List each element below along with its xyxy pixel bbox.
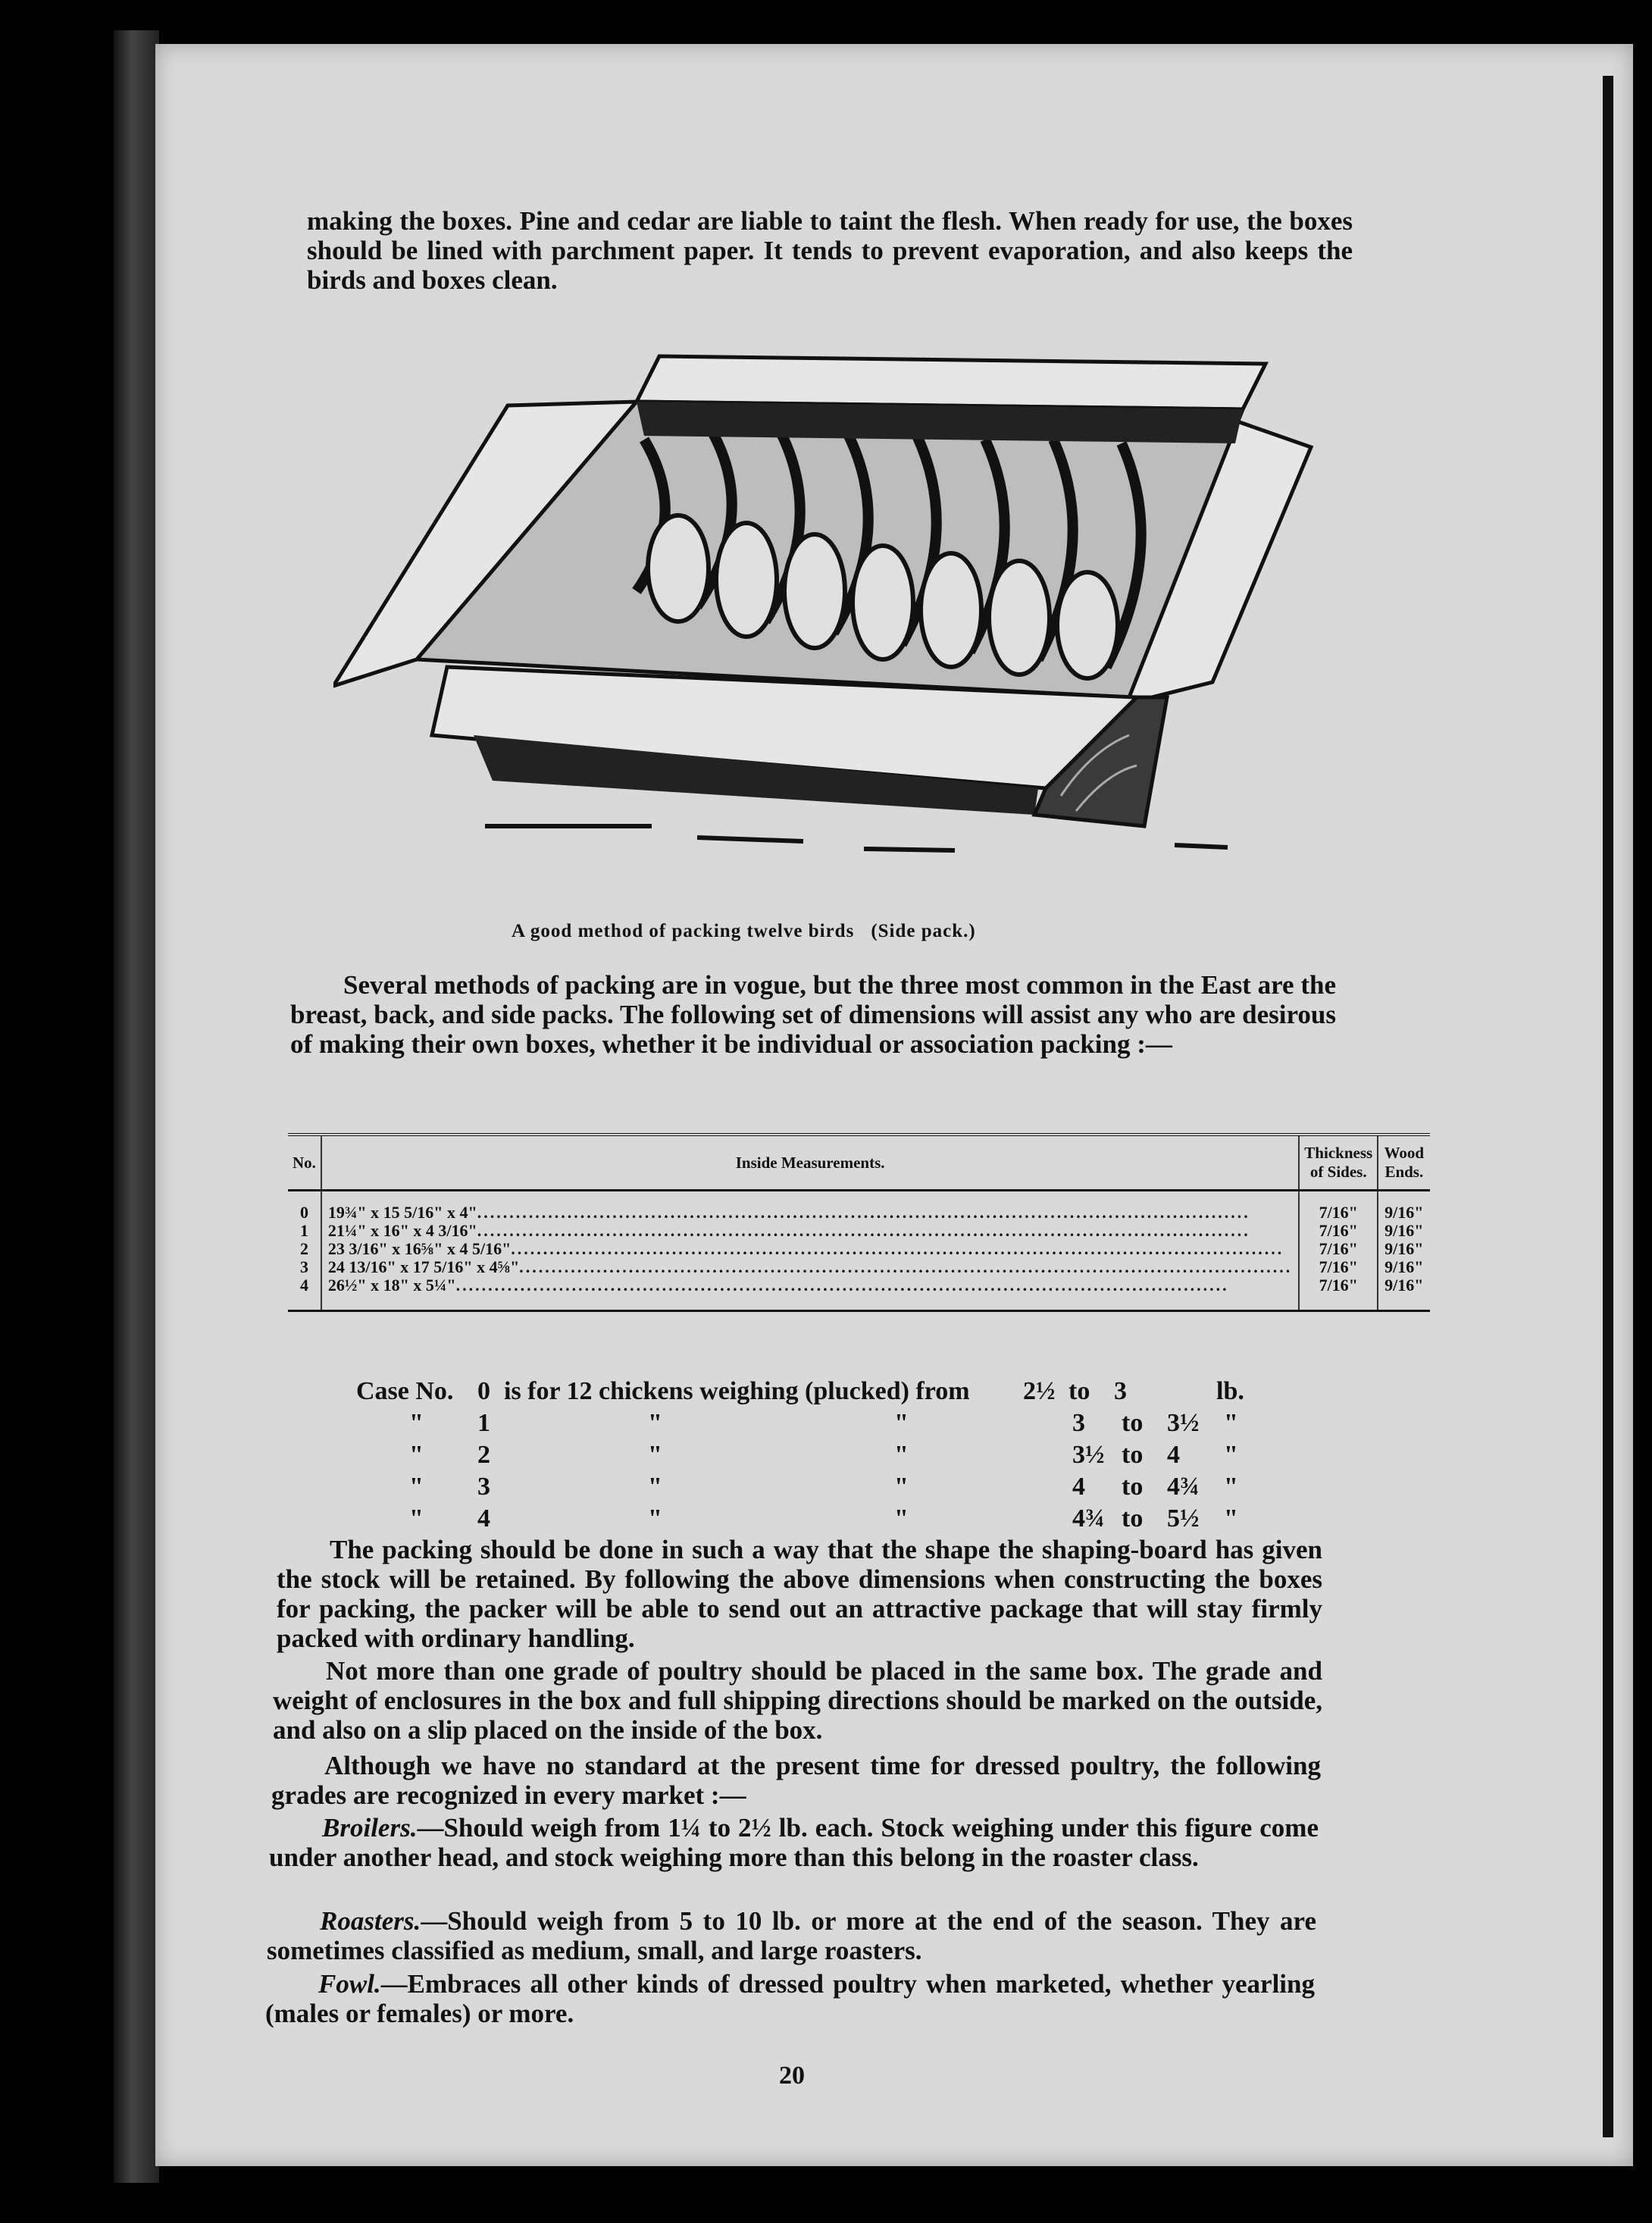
ditto-mark: " <box>648 1473 662 1501</box>
case-to: 5½ <box>1167 1504 1200 1533</box>
row-ends: 9/16" <box>1384 1221 1424 1240</box>
measurement-value: 26½" x 18" x 5¼" <box>327 1276 456 1295</box>
case-from: 3 <box>1072 1409 1085 1437</box>
row-ends: 9/16" <box>1384 1276 1424 1295</box>
leader-dots <box>511 1240 1292 1258</box>
standard-paragraph: Although we have no standard at the present time for dressed poultry, the following grades are recognized in every market :— <box>271 1751 1321 1810</box>
ditto-mark: " <box>648 1409 662 1437</box>
box-dimensions-table <box>288 1133 1430 1312</box>
row-measurements <box>328 1240 1292 1258</box>
ditto-mark: " <box>1224 1441 1238 1469</box>
ditto-mark: " <box>894 1504 909 1533</box>
case-to-word: to <box>1122 1441 1144 1469</box>
fowl-paragraph <box>265 1969 1315 2028</box>
measurements-column <box>321 1191 1299 1311</box>
row-ends: 9/16" <box>1384 1257 1424 1276</box>
measurement-value: 19¾" x 15 5/16" x 4" <box>327 1203 477 1222</box>
figure-caption-text: A good method of packing twelve birds <box>512 921 855 941</box>
ditto-mark: " <box>894 1409 909 1437</box>
header-measurements: Inside Measurements. <box>321 1135 1299 1191</box>
row-thickness: 7/16" <box>1319 1257 1358 1276</box>
leader-dots <box>456 1276 1293 1295</box>
measurement-value: 23 3/16" x 16⅝" x 4 5/16" <box>327 1239 512 1258</box>
broilers-label: Broilers. <box>322 1813 418 1843</box>
case-row <box>356 1376 1303 1407</box>
case-row <box>356 1503 1303 1535</box>
case-row <box>356 1407 1303 1439</box>
fowl-text: —Embraces all other kinds of dressed poultry when marketed, whether yearling (males or females) or more. <box>265 1969 1315 2028</box>
ditto-mark: " <box>409 1441 424 1469</box>
ground-marks <box>485 826 1228 850</box>
header-no: No. <box>288 1135 321 1191</box>
packing-paragraph: The packing should be done in such a way that the shape the shaping-board has given the stock will be retained. By following the above dimensions when constructing the boxes for packing, the packer will be able to send out an attractive package that will stay firmly packed with ordinary handling. <box>277 1535 1322 1653</box>
case-to: 4¾ <box>1167 1473 1200 1501</box>
ditto-mark: " <box>409 1473 424 1501</box>
row-thickness: 7/16" <box>1319 1203 1358 1222</box>
no-column <box>288 1191 321 1311</box>
ditto-mark: " <box>1224 1409 1238 1437</box>
table-header-row <box>288 1135 1430 1191</box>
leader-dots <box>477 1204 1293 1222</box>
header-thickness: Thickness of Sides. <box>1299 1135 1378 1191</box>
case-number: 1 <box>477 1409 490 1437</box>
case-to: 3½ <box>1167 1409 1200 1437</box>
case-to-word: to <box>1122 1409 1144 1437</box>
ditto-mark: " <box>648 1441 662 1469</box>
case-number: 0 <box>477 1377 490 1405</box>
case-weights-list <box>356 1376 1303 1535</box>
row-ends: 9/16" <box>1384 1239 1424 1258</box>
methods-paragraph: Several methods of packing are in vogue, but the three most common in the East are the breast, back, and side packs. The following set of dimensions will assist any who are desirous of making their own boxes, whether it be individual or association packing :— <box>290 970 1336 1059</box>
case-to-word: to <box>1122 1504 1144 1533</box>
ditto-mark: " <box>894 1441 909 1469</box>
intro-paragraph: making the boxes. Pine and cedar are liable to taint the flesh. When ready for use, the boxes should be lined with parchment paper. It tends to prevent evaporation, and also keeps the birds and boxes clean. <box>307 206 1353 295</box>
ditto-mark: " <box>409 1504 424 1533</box>
row-no: 2 <box>299 1239 308 1258</box>
case-number: 4 <box>477 1504 490 1533</box>
wood-ends-column <box>1378 1191 1429 1311</box>
case-from: 4 <box>1072 1473 1085 1501</box>
row-no: 3 <box>299 1257 308 1276</box>
case-to-word: to <box>1068 1377 1090 1405</box>
table-body <box>288 1191 1430 1311</box>
measurement-value: 21¼" x 16" x 4 3/16" <box>327 1221 477 1240</box>
row-thickness: 7/16" <box>1319 1221 1358 1240</box>
packing-box-illustration <box>333 341 1319 902</box>
roasters-text: —Should weigh from 5 to 10 lb. or more at the end of the season. They are sometimes classified as medium, small, and large roasters. <box>267 1906 1316 1965</box>
broilers-text: —Should weigh from 1¼ to 2½ lb. each. Stock weighing under this figure come under another head, and stock weighing more than this belong in the roaster class. <box>269 1813 1319 1872</box>
header-wood-ends: Wood Ends. <box>1384 1144 1425 1181</box>
case-from: 4¾ <box>1072 1504 1105 1533</box>
fowl-label: Fowl. <box>318 1969 381 1999</box>
grade-paragraph: Not more than one grade of poultry should be placed in the same box. The grade and weight of enclosures in the box and full shipping directions should be marked on the outside, and also on a slip placed on the inside of the box. <box>273 1656 1322 1745</box>
roasters-label: Roasters. <box>320 1906 421 1936</box>
broilers-paragraph <box>269 1813 1319 1872</box>
roasters-paragraph <box>267 1906 1316 1965</box>
case-unit: lb. <box>1216 1377 1244 1405</box>
book-gutter <box>114 30 159 2183</box>
row-thickness: 7/16" <box>1319 1239 1358 1258</box>
case-to: 4 <box>1167 1441 1180 1469</box>
thickness-column <box>1299 1191 1378 1311</box>
case-number: 2 <box>477 1441 490 1469</box>
case-to: 3 <box>1114 1377 1127 1405</box>
page-number: 20 <box>779 2062 805 2090</box>
leader-dots <box>477 1222 1293 1240</box>
ditto-mark: " <box>1224 1504 1238 1533</box>
row-no: 0 <box>299 1203 308 1222</box>
row-measurements <box>328 1276 1292 1295</box>
row-measurements <box>328 1222 1292 1240</box>
ditto-mark: " <box>648 1504 662 1533</box>
case-prefix: Case No. <box>356 1377 454 1405</box>
case-from: 3½ <box>1072 1441 1105 1469</box>
row-measurements <box>328 1258 1292 1276</box>
case-number: 3 <box>477 1473 490 1501</box>
case-description: is for 12 chickens weighing (plucked) from <box>504 1377 970 1405</box>
ditto-mark: " <box>1224 1473 1238 1501</box>
case-to-word: to <box>1122 1473 1144 1501</box>
case-row <box>356 1471 1303 1503</box>
row-no: 4 <box>299 1276 308 1295</box>
case-row <box>356 1439 1303 1471</box>
page-edge <box>1603 76 1613 2137</box>
ditto-mark: " <box>894 1473 909 1501</box>
row-measurements <box>328 1204 1292 1222</box>
measurement-value: 24 13/16" x 17 5/16" x 4⅝" <box>327 1257 520 1276</box>
figure-caption-note: (Side pack.) <box>871 921 976 941</box>
leader-dots <box>519 1258 1292 1276</box>
case-from: 2½ <box>1023 1377 1056 1405</box>
row-ends: 9/16" <box>1384 1203 1424 1222</box>
figure-caption <box>512 921 976 942</box>
ditto-mark: " <box>409 1409 424 1437</box>
row-thickness: 7/16" <box>1319 1276 1358 1295</box>
row-no: 1 <box>299 1221 308 1240</box>
